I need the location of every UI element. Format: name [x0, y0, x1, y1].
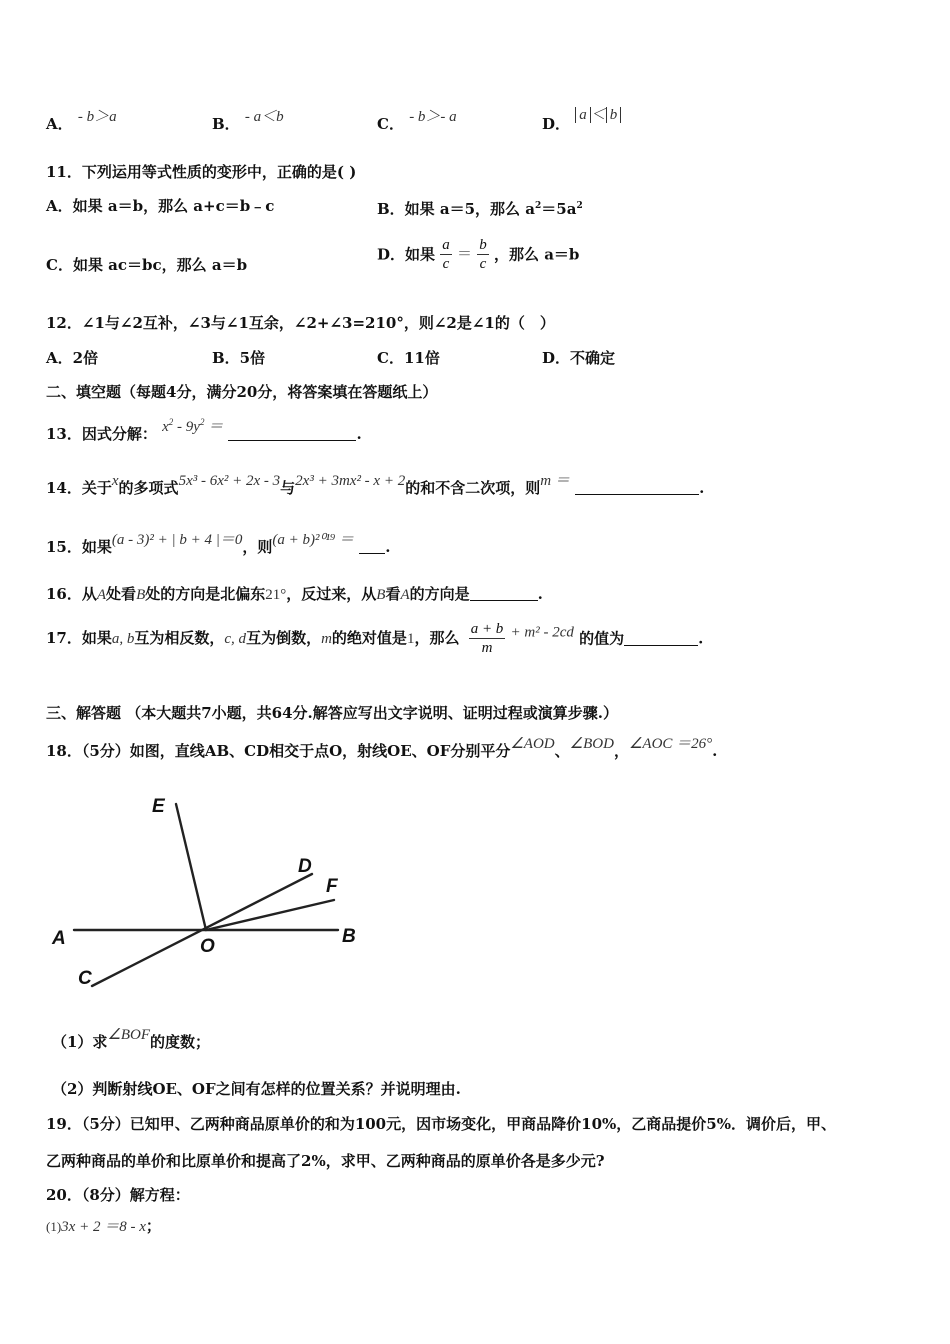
label-d: D — [298, 856, 312, 877]
q13: 13．因式分解： $x^2 - 9y^2$ ＝ . — [46, 417, 362, 443]
q13-pre: 13．因式分解： — [46, 425, 157, 443]
label-a: A — [52, 928, 66, 949]
label-c: C — [78, 968, 92, 989]
q10-abs-a: a — [575, 107, 591, 123]
q18-stem: 18．（5分）如图，直线AB、CD相交于点O，射线OE、OF分别平分∠AOD、∠BOD，∠AOC ＝26°. — [46, 736, 718, 760]
q10-option-b-label: B． — [212, 115, 240, 133]
q18-angle-aoc: ∠AOC ＝26° — [628, 736, 713, 752]
q10-option-d-label: D． — [542, 115, 571, 133]
q20-equation: 3x + 2 ＝8 - x — [61, 1219, 146, 1235]
q10-lt: ＜ — [590, 107, 606, 123]
ray-oe — [176, 804, 206, 930]
q13-answer-blank[interactable] — [228, 426, 356, 441]
label-f: F — [326, 876, 338, 897]
q11-option-a: A．如果 a＝b，那么 a+c＝b﹣c — [46, 197, 275, 215]
q19-line2: 乙两种商品的单价和比原单价和提高了2%，求甲、乙两种商品的原单价各是多少元? — [46, 1152, 605, 1170]
q14-pre: 14．关于 — [46, 479, 112, 497]
q18-angle-bod: ∠BOD — [569, 736, 614, 752]
q14-m: m ＝ — [540, 473, 570, 489]
q14-poly2: 2x³ + 3mx² - x + 2 — [295, 473, 406, 489]
q15-pre: 15．如果 — [46, 538, 112, 556]
q10-option-b — [212, 109, 284, 135]
q16: 16．从A处看B处的方向是北偏东21°，反过来，从B看A的方向是 . — [46, 585, 543, 603]
q10-option-d — [542, 107, 621, 135]
q10-option-b-expr: - a＜b — [244, 109, 284, 125]
q18-part2: （2）判断射线OE、OF之间有怎样的位置关系？并说明理由. — [52, 1080, 461, 1098]
q16-answer-blank[interactable] — [470, 586, 538, 601]
q18-angle-aod: ∠AOD — [510, 736, 555, 752]
q17-answer-blank[interactable] — [624, 631, 698, 646]
q11-option-d-pre: D．如果 — [377, 245, 436, 264]
section-2-title: 二、填空题（每题4分，满分20分，将答案填在答题纸上） — [46, 383, 438, 401]
q11-option-d — [377, 236, 579, 273]
q10-option-c-expr: - b＞- a — [409, 109, 457, 125]
q20-part1: (1)3x + 2 ＝8 - x； — [46, 1217, 161, 1235]
q12-stem: 12．∠1与∠2互补，∠3与∠1互余，∠2+∠3=210°，则∠2是∠1的（ ） — [46, 314, 555, 332]
q10-option-a-label: A． — [46, 115, 73, 133]
q19-line1: 19．（5分）已知甲、乙两种商品原单价的和为100元，因市场变化，甲商品降价10%，乙商品提价5%．调价后，甲、 — [46, 1115, 836, 1133]
q11-option-c: C．如果 ac＝bc，那么 a＝b — [46, 256, 248, 274]
q11-option-d-post: ，那么 a＝b — [493, 245, 580, 264]
ray-of — [206, 900, 334, 930]
label-o: O — [200, 936, 215, 957]
q20-stem: 20．（8分）解方程： — [46, 1186, 190, 1204]
q10-option-c — [377, 109, 457, 135]
q12-option-c: C．11倍 — [377, 349, 440, 367]
q10-option-a-expr: - b＞a — [77, 109, 117, 125]
q11-frac-a-c: $\frac{a}{c}$ — [442, 237, 450, 272]
q18-angle-bof: ∠BOF — [107, 1027, 151, 1043]
q14: 14．关于x的多项式5x³ - 6x² + 2x - 3与2x³ + 3mx² - x + 2的和不含二次项，则m ＝ . — [46, 473, 705, 497]
q11-stem: 11．下列运用等式性质的变形中，正确的是( ) — [46, 163, 357, 181]
q15-expr: (a + b)²⁰¹⁹ ＝ — [272, 532, 354, 548]
q12-option-b: B．5倍 — [212, 349, 266, 367]
q15: 15．如果(a - 3)² + | b + 4 |＝0，则(a + b)²⁰¹⁹ ＝ . — [46, 532, 391, 556]
q10-options — [46, 109, 117, 135]
label-b: B — [342, 926, 356, 947]
q18-geometry-figure — [40, 780, 380, 1000]
q17-fraction: $\frac{a + b}{m}$ — [470, 621, 504, 656]
q10-option-d-expr — [575, 107, 621, 123]
q11-eq: ＝ — [456, 246, 472, 263]
q13-expr: $x^2 - 9y^2$ ＝ — [162, 417, 224, 435]
q15-answer-blank[interactable] — [359, 539, 385, 554]
q12-option-d: D．不确定 — [542, 349, 616, 367]
q14-answer-blank[interactable] — [575, 480, 699, 495]
section-3-title: 三、解答题 （本大题共7小题，共64分.解答应写出文字说明、证明过程或演算步骤.） — [46, 704, 618, 722]
q10-option-c-label: C． — [377, 115, 404, 133]
q11-option-b-mid: ＝5a — [541, 200, 577, 218]
q16-angle: 21° — [265, 587, 287, 603]
q11-option-b: B．如果 a＝5，那么 $a^2=5a^2$ — [377, 200, 583, 218]
q14-poly1: 5x³ - 6x² + 2x - 3 — [178, 473, 281, 489]
q17: 17．如果a, b互为相反数，c, d互为倒数，m的绝对值是1，那么 $\frac{a + b}{m}$ + m² - 2cd 的值为 . — [46, 621, 704, 656]
q14-var: x — [111, 473, 119, 489]
q10-abs-b: b — [606, 107, 622, 123]
label-e: E — [152, 796, 165, 817]
q11-frac-b-c: $\frac{b}{c}$ — [479, 237, 487, 272]
q11-option-b-pre: B．如果 a＝5，那么 a — [377, 200, 535, 218]
q18-part1: （1）求∠BOF的度数； — [52, 1027, 211, 1051]
q15-cond: (a - 3)² + | b + 4 |＝0 — [111, 532, 243, 548]
q12-option-a: A．2倍 — [46, 349, 99, 367]
q17-tail: + m² - 2cd — [510, 624, 574, 641]
